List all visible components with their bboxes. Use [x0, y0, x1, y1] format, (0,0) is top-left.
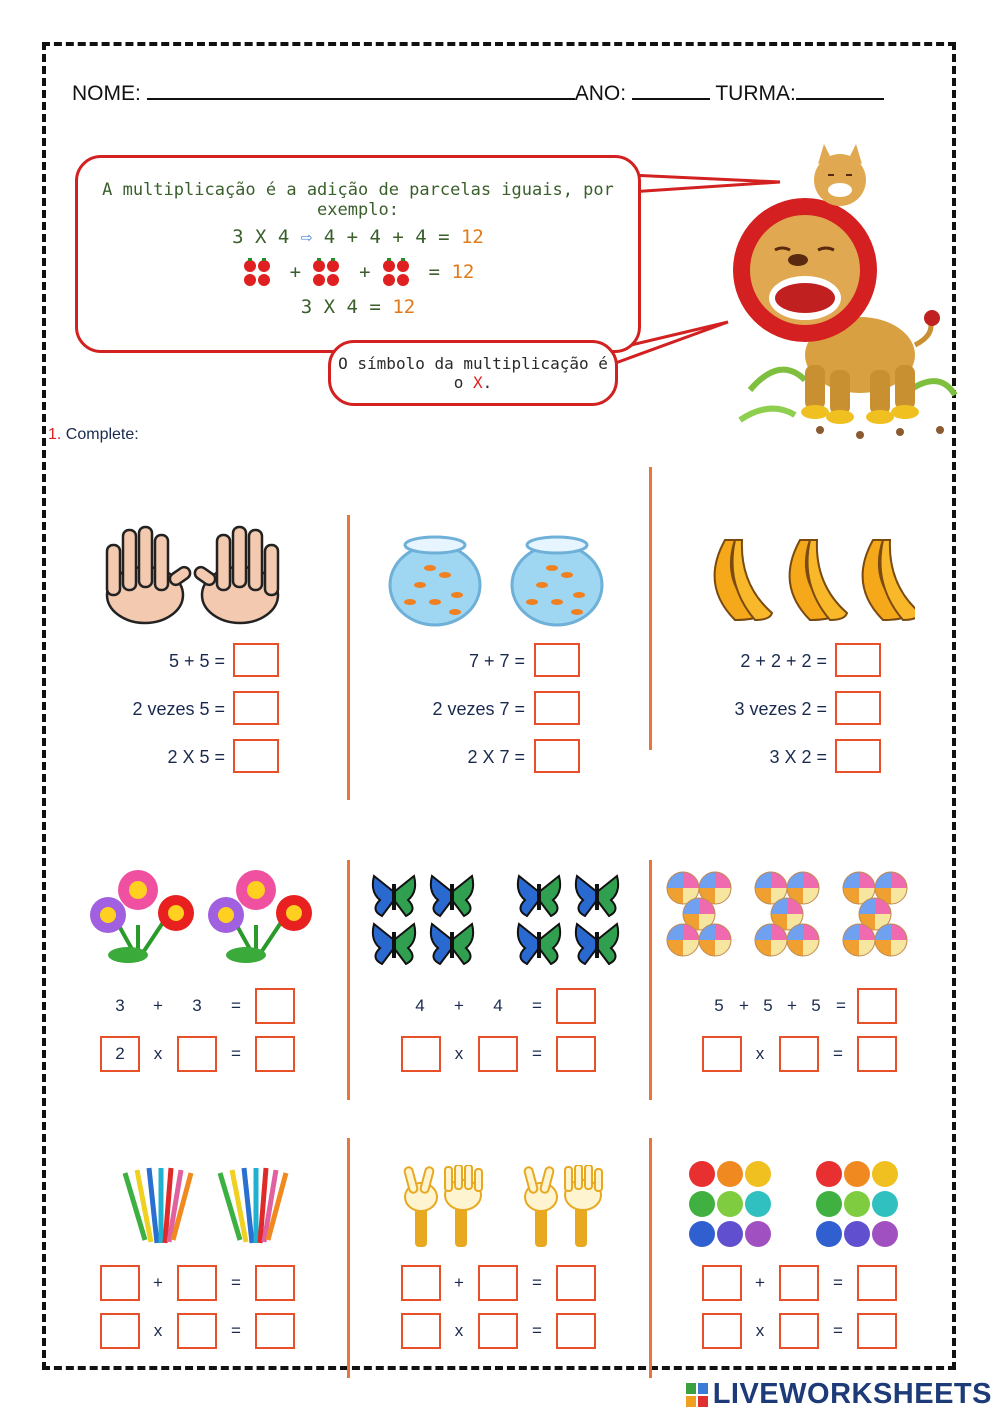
hand-icon: [107, 527, 192, 623]
butterfly-icon: [373, 924, 415, 964]
answer-box[interactable]: [556, 988, 596, 1024]
cat-on-head: [814, 144, 866, 206]
plus-sign: +: [739, 996, 749, 1015]
butterfly-icon: [431, 924, 473, 964]
bubble-line-2: [78, 226, 638, 248]
equals: =: [428, 261, 440, 283]
flowers-b: 3: [192, 996, 202, 1015]
tomato-group-icon: [381, 256, 419, 288]
equals-sign: =: [833, 1321, 843, 1340]
lion-head: [733, 198, 877, 342]
plus-sign: +: [153, 996, 163, 1015]
hands-image: [95, 525, 295, 625]
button-grid-icon: [689, 1161, 771, 1247]
butterfly-icon: [373, 876, 415, 916]
answer-box[interactable]: [857, 988, 897, 1024]
times-sign: x: [454, 1321, 464, 1340]
hands-line-3: 2 X 5 =: [167, 747, 225, 767]
answer-box[interactable]: [857, 1036, 897, 1072]
peace-hand-icon: [404, 1165, 482, 1247]
answer-box[interactable]: [255, 988, 295, 1024]
bubble-line-3: [78, 256, 638, 288]
answer-box[interactable]: [534, 643, 580, 677]
answer-box[interactable]: [556, 1036, 596, 1072]
balls-a: 5: [714, 996, 724, 1015]
flower-bunch-icon: [208, 870, 312, 963]
answer-box[interactable]: [401, 1265, 441, 1301]
answer-box[interactable]: [534, 691, 580, 725]
answer-box[interactable]: [177, 1036, 217, 1072]
bananas-line-1: 2 + 2 + 2 =: [740, 651, 827, 671]
fishbowls-image: [385, 530, 615, 630]
answer-box[interactable]: [177, 1313, 217, 1349]
button-grid-icon: [816, 1161, 898, 1247]
filled-box: 2: [100, 1036, 140, 1072]
answer-box[interactable]: [100, 1265, 140, 1301]
tomato-group-icon: [311, 256, 349, 288]
plus-sign: +: [454, 1273, 464, 1292]
equals-sign: =: [836, 996, 846, 1015]
liveworksheets-icon: [685, 1382, 709, 1408]
answer-box[interactable]: [255, 1036, 295, 1072]
bananas-image: [700, 525, 915, 630]
plus-1: +: [289, 261, 302, 283]
answer-box[interactable]: [233, 739, 279, 773]
equals-sign: =: [833, 1044, 843, 1063]
butterfly-icon: [431, 876, 473, 916]
butterfly-icon: [576, 924, 618, 964]
tomato-group-icon: [242, 256, 280, 288]
equals-sign: =: [532, 1273, 542, 1292]
beachballs-image: [665, 870, 915, 965]
bubble-line-4: [78, 296, 638, 318]
beachball-icon: [787, 924, 819, 956]
butterfly-icon: [518, 876, 560, 916]
hand-icon: [193, 527, 278, 623]
answer-box[interactable]: [779, 1265, 819, 1301]
divider-r2-b: [649, 860, 652, 1100]
divider-r1-b: [649, 467, 652, 750]
answer-box[interactable]: [857, 1313, 897, 1349]
equals-sign: =: [833, 1273, 843, 1292]
times-sign: x: [755, 1321, 765, 1340]
lion-illustration: [720, 140, 960, 445]
times-sign: x: [153, 1044, 163, 1063]
answer-box[interactable]: [835, 691, 881, 725]
answer-box[interactable]: [702, 1265, 742, 1301]
fish-line-3: 2 X 7 =: [467, 747, 525, 767]
arrow-icon: ⇨: [300, 226, 313, 248]
divider-r2-a: [347, 860, 350, 1100]
hands-line-1: 5 + 5 =: [168, 651, 225, 671]
flower-bunch-icon: [90, 870, 194, 963]
answer-box[interactable]: [702, 1036, 742, 1072]
answer-box[interactable]: [835, 643, 881, 677]
peace-hands-image: [395, 1165, 610, 1250]
buttons-image: [688, 1160, 908, 1250]
balls-b: 5: [763, 996, 773, 1015]
plus-sign: +: [454, 996, 464, 1015]
liveworksheets-logo: [685, 1378, 992, 1411]
butterflies-a: 4: [415, 996, 425, 1015]
answer-box[interactable]: [478, 1036, 518, 1072]
balls-c: 5: [811, 996, 821, 1015]
equals-sign: =: [231, 996, 241, 1015]
answer-box[interactable]: [233, 643, 279, 677]
equals-sign: =: [532, 996, 542, 1015]
brand-text: LIVEWORKSHEETS: [712, 1378, 992, 1410]
equals-sign: =: [532, 1321, 542, 1340]
divider-r3-a: [347, 1138, 350, 1378]
expr-sum: 4 + 4 + 4 =: [323, 226, 450, 248]
butterfly-icon: [576, 876, 618, 916]
answer-box[interactable]: [478, 1265, 518, 1301]
butterflies-image: [370, 870, 630, 965]
answer-box[interactable]: [401, 1036, 441, 1072]
answer-box[interactable]: [702, 1313, 742, 1349]
fishbowl-icon: [390, 537, 480, 625]
fish-line-1: 7 + 7 =: [468, 651, 525, 671]
symbol-bubble: [328, 340, 618, 406]
times-sign: x: [153, 1321, 163, 1340]
pencils-image: [115, 1158, 305, 1248]
plus-2: +: [359, 261, 371, 283]
name-label: NOME:: [72, 82, 141, 105]
answer-box[interactable]: [779, 1036, 819, 1072]
symbol-text: [331, 354, 615, 392]
answer-box[interactable]: [835, 739, 881, 773]
answer-box[interactable]: [534, 739, 580, 773]
beachball-icon: [875, 924, 907, 956]
expr-left: 3 X 4: [232, 226, 290, 248]
answer-box[interactable]: [233, 691, 279, 725]
symbol-x: X: [473, 373, 483, 392]
paw-prints: [816, 426, 944, 439]
banana-icon: [863, 540, 915, 620]
answer-box[interactable]: [556, 1313, 596, 1349]
equals-sign: =: [231, 1273, 241, 1292]
beachball-icon: [699, 924, 731, 956]
beachball-icon: [755, 924, 787, 956]
answer-box[interactable]: [401, 1313, 441, 1349]
answer-box[interactable]: [255, 1313, 295, 1349]
equals-sign: =: [231, 1321, 241, 1340]
expr-mult-result: 12: [392, 296, 416, 318]
divider-r1-a: [347, 515, 350, 800]
pencil-bundle-icon: [125, 1168, 191, 1243]
answer-box[interactable]: [478, 1313, 518, 1349]
task-number: 1.: [48, 426, 62, 443]
plus-sign: +: [787, 996, 797, 1015]
beachball-icon: [667, 924, 699, 956]
tomato-result: 12: [451, 261, 475, 283]
symbol-sentence: O símbolo da multiplicação é o: [338, 354, 608, 392]
expr-mult: 3 X 4 =: [300, 296, 381, 318]
plus-sign: +: [755, 1273, 765, 1292]
times-sign: x: [454, 1044, 464, 1063]
answer-box[interactable]: [857, 1265, 897, 1301]
divider-r3-b: [649, 1138, 652, 1378]
banana-icon: [715, 540, 772, 620]
plus-sign: +: [153, 1273, 163, 1292]
bananas-line-2: 3 vezes 2 =: [734, 699, 827, 719]
butterfly-icon: [518, 924, 560, 964]
flowers-a: 3: [115, 996, 125, 1015]
answer-box[interactable]: [177, 1265, 217, 1301]
banana-icon: [790, 540, 847, 620]
answer-box[interactable]: [100, 1313, 140, 1349]
beachball-icon: [843, 924, 875, 956]
hands-line-2: 2 vezes 5 =: [132, 699, 225, 719]
explanation-bubble: [75, 155, 641, 353]
expr-result: 12: [460, 226, 484, 248]
bananas-line-3: 3 X 2 =: [769, 747, 827, 767]
answer-box[interactable]: [779, 1313, 819, 1349]
pencil-bundle-icon: [220, 1168, 286, 1243]
fish-line-2: 2 vezes 7 =: [432, 699, 525, 719]
peace-hand-icon: [524, 1165, 602, 1247]
fishbowl-icon: [512, 537, 602, 625]
task-text: Complete:: [65, 426, 139, 443]
class-label: TURMA:: [715, 82, 796, 105]
butterflies-b: 4: [493, 996, 503, 1015]
equals-sign: =: [532, 1044, 542, 1063]
answer-box[interactable]: [556, 1265, 596, 1301]
task-label: [48, 426, 139, 444]
bubble-line-1: A multiplicação é a adição de parcelas iguais, por exemplo:: [102, 180, 614, 220]
symbol-dot: .: [482, 373, 493, 392]
flowers-image: [88, 865, 318, 965]
equals-sign: =: [231, 1044, 241, 1063]
answer-box[interactable]: [255, 1265, 295, 1301]
year-label: ANO:: [574, 82, 627, 105]
times-sign: x: [755, 1044, 765, 1063]
